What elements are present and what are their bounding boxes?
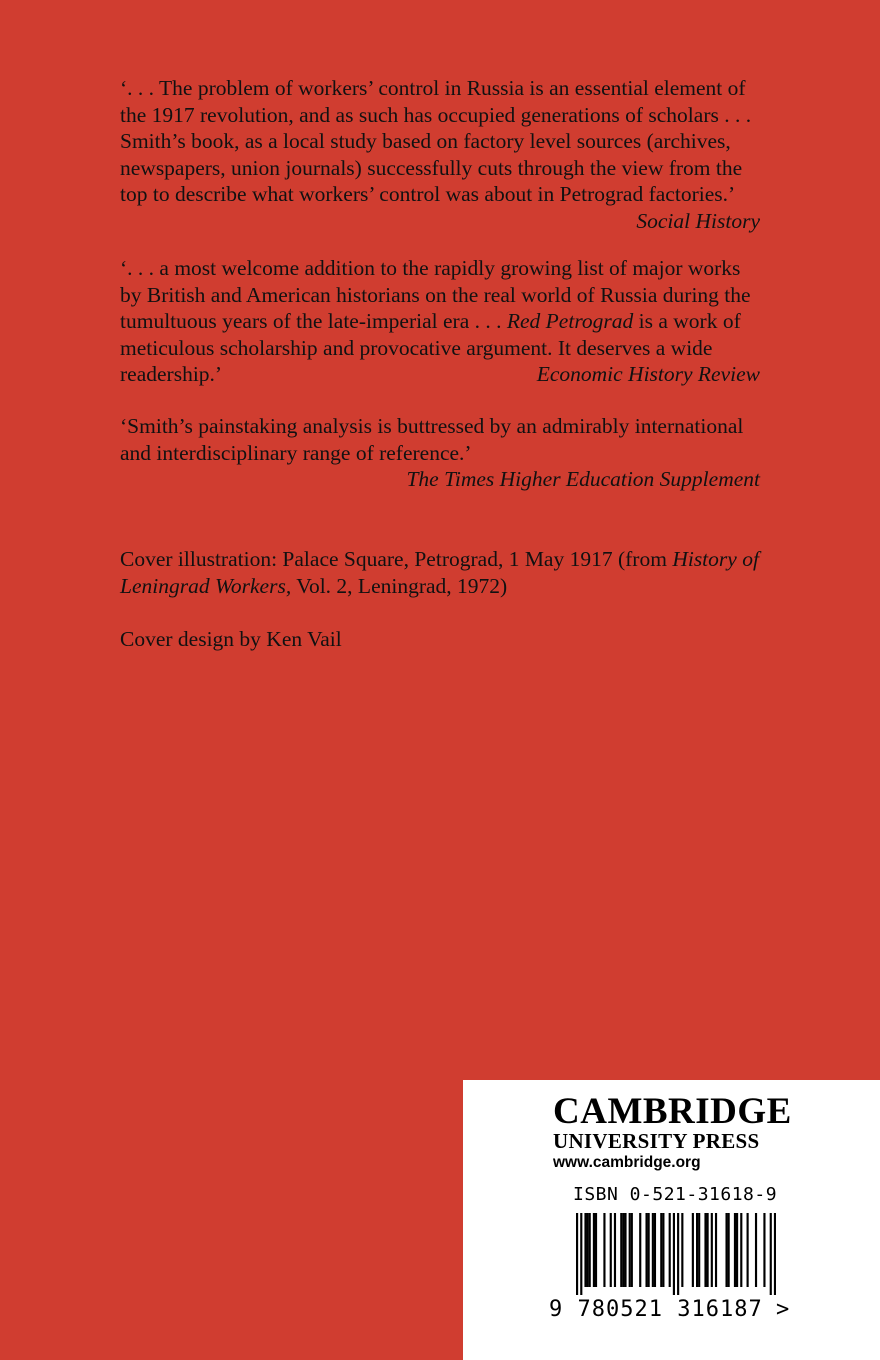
- review-text-before: ‘. . . a most welcome addition to the rapidly growing list of major works by British and American historians on the real world of Russia during the tumultuous years of the late-imperial era . . .: [120, 256, 751, 333]
- barcode-bar: [593, 1213, 595, 1287]
- barcode-bar: [595, 1213, 597, 1287]
- review-text: ‘. . . The problem of workers’ control in Russia is an essential element of the 1917 revolution, and as such has occupied generations of scholars . . . Smith’s book, as a local study based on factory level sources (archives, newspapers, union journals) successfully cuts through the view from the top to describe what workers’ control was about in Petrograd factories.’: [120, 76, 752, 206]
- review-text: ‘Smith’s painstaking analysis is buttressed by an admirably international and interdisciplinary range of reference.’: [120, 414, 744, 465]
- barcode-bar: [747, 1213, 749, 1287]
- barcode-bar: [624, 1213, 626, 1287]
- barcode-bar: [631, 1213, 633, 1287]
- isbn-label: ISBN 0-521-31618-9: [573, 1184, 778, 1205]
- review-times-higher: [120, 413, 760, 493]
- barcode-bar: [589, 1213, 591, 1287]
- barcode-bar: [620, 1213, 622, 1287]
- review-source: The Times Higher Education Supplement: [406, 467, 760, 491]
- barcode-bar: [734, 1213, 736, 1287]
- barcode-bar: [669, 1213, 671, 1287]
- barcode-bar: [770, 1213, 772, 1295]
- barcode-bar: [645, 1213, 647, 1287]
- barcode-bar: [728, 1213, 730, 1287]
- barcode-bar: [707, 1213, 709, 1287]
- barcode-bar: [736, 1213, 738, 1287]
- cover-illustration-credit: [120, 546, 760, 599]
- review-source: Economic History Review: [536, 362, 760, 386]
- cover-design-credit: Cover design by Ken Vail: [120, 627, 342, 651]
- review-text-after: is a work of meticulous scholarship and provocative argument. It deserves a wide readership.’: [120, 309, 741, 386]
- barcode-bar: [692, 1213, 694, 1287]
- barcode-lead-digit: 9: [549, 1297, 564, 1322]
- barcode-group-1: 780521: [577, 1297, 663, 1322]
- barcode-bar: [711, 1213, 713, 1287]
- barcode-bar: [763, 1213, 765, 1287]
- review-economic-history: [120, 255, 760, 388]
- barcode-bar: [576, 1213, 578, 1295]
- barcode-bar: [696, 1213, 698, 1287]
- barcode-end-marker: >: [776, 1297, 790, 1322]
- barcode-bar: [614, 1213, 616, 1287]
- barcode-bar: [662, 1213, 664, 1287]
- publisher-url: www.cambridge.org: [553, 1154, 701, 1171]
- barcode-bar: [603, 1213, 605, 1287]
- barcode-bar: [704, 1213, 706, 1287]
- barcode-bar: [652, 1213, 654, 1287]
- review-book-title: Red Petrograd: [506, 309, 634, 333]
- barcode-bar: [629, 1213, 631, 1287]
- cover-illustration-prefix: Cover illustration: Palace Square, Petrograd, 1 May 1917 (from: [120, 547, 673, 571]
- barcode-bar: [580, 1213, 582, 1295]
- publisher-subname: UNIVERSITY PRESS: [553, 1129, 760, 1153]
- barcode-bar: [698, 1213, 700, 1287]
- barcode-bar: [774, 1213, 776, 1295]
- barcode-bar: [740, 1213, 742, 1287]
- barcode-bar: [648, 1213, 650, 1287]
- barcode-bar: [681, 1213, 683, 1287]
- barcode-icon: [576, 1213, 776, 1295]
- barcode-bar: [610, 1213, 612, 1287]
- barcode-bar: [654, 1213, 656, 1287]
- barcode-digits: [549, 1297, 763, 1322]
- barcode-bar: [677, 1213, 679, 1295]
- review-source: Social History: [636, 208, 760, 233]
- barcode-group-2: 316187: [677, 1297, 763, 1322]
- barcode-bar: [584, 1213, 586, 1287]
- barcode-bar: [622, 1213, 624, 1287]
- publisher-box: [463, 1080, 880, 1360]
- barcode-bar: [639, 1213, 641, 1287]
- barcode-bar: [755, 1213, 757, 1287]
- review-social-history: [120, 75, 760, 234]
- barcode-bar: [725, 1213, 727, 1287]
- publisher-name: CAMBRIDGE: [553, 1091, 792, 1132]
- cover-illustration-suffix: Vol. 2, Leningrad, 1972): [291, 573, 508, 598]
- barcode-bar: [587, 1213, 589, 1287]
- cover-illustration-book-title: History of Leningrad Workers,: [120, 547, 759, 598]
- barcode-bar: [715, 1213, 717, 1287]
- barcode-bar: [660, 1213, 662, 1287]
- barcode-bar: [673, 1213, 675, 1295]
